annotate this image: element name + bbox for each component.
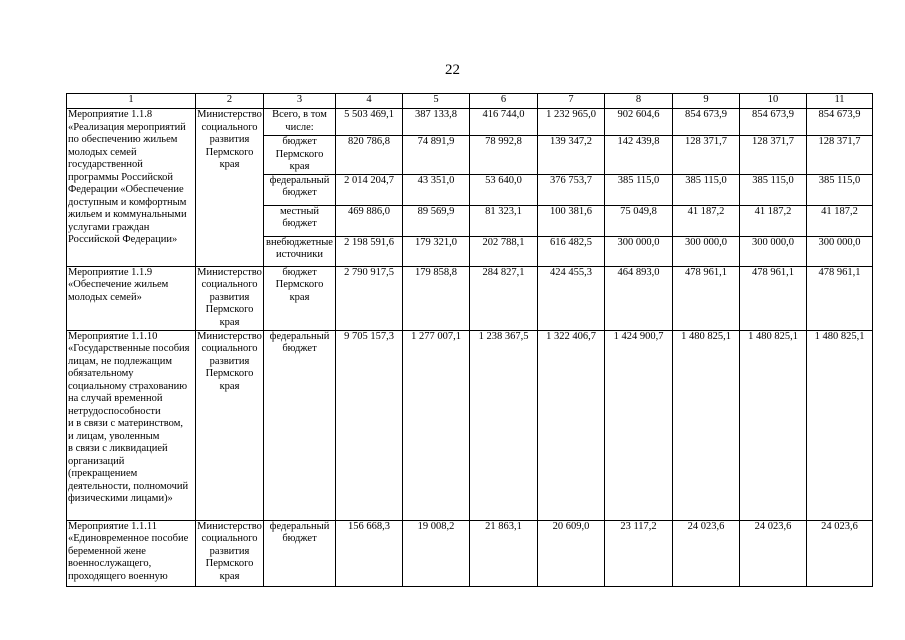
column-header: 7 — [538, 94, 605, 109]
amount-cell: 902 604,6 — [605, 109, 673, 136]
amount-cell: 1 322 406,7 — [538, 330, 605, 520]
measure-description: Мероприятие 1.1.10 «Государственные пособия лицам, не подлежащим обязательному социальному страхованию на случай временной нетрудоспособности и в связи с материнством, и лицам, уволенным в связи с ликвидацией организаций (прекращением деятельности, полномочий физическими лицами)» — [67, 330, 196, 520]
table-row — [67, 109, 873, 136]
amount-cell: 128 371,7 — [673, 136, 740, 175]
table-row — [67, 330, 873, 520]
amount-cell: 179 858,8 — [403, 266, 470, 330]
amount-cell: 2 790 917,5 — [336, 266, 403, 330]
table-row — [67, 266, 873, 330]
amount-cell: 75 049,8 — [605, 205, 673, 236]
budget-table — [66, 93, 873, 587]
amount-cell: 1 232 965,0 — [538, 109, 605, 136]
column-header: 1 — [67, 94, 196, 109]
amount-cell: 478 961,1 — [740, 266, 807, 330]
funding-source: бюджет Пермского края — [264, 136, 336, 175]
amount-cell: 21 863,1 — [470, 520, 538, 586]
column-header: 9 — [673, 94, 740, 109]
amount-cell: 19 008,2 — [403, 520, 470, 586]
column-header: 3 — [264, 94, 336, 109]
responsible-executor: Министерство социального развития Пермского края — [196, 266, 264, 330]
amount-cell: 139 347,2 — [538, 136, 605, 175]
amount-cell: 53 640,0 — [470, 174, 538, 205]
amount-cell: 2 198 591,6 — [336, 236, 403, 266]
amount-cell: 376 753,7 — [538, 174, 605, 205]
amount-cell: 2 014 204,7 — [336, 174, 403, 205]
amount-cell: 385 115,0 — [673, 174, 740, 205]
amount-cell: 284 827,1 — [470, 266, 538, 330]
amount-cell: 24 023,6 — [673, 520, 740, 586]
amount-cell: 387 133,8 — [403, 109, 470, 136]
column-header: 8 — [605, 94, 673, 109]
amount-cell: 128 371,7 — [740, 136, 807, 175]
funding-source: внебюджетные источники — [264, 236, 336, 266]
amount-cell: 1 277 007,1 — [403, 330, 470, 520]
amount-cell: 424 455,3 — [538, 266, 605, 330]
amount-cell: 416 744,0 — [470, 109, 538, 136]
amount-cell: 9 705 157,3 — [336, 330, 403, 520]
amount-cell: 300 000,0 — [605, 236, 673, 266]
amount-cell: 179 321,0 — [403, 236, 470, 266]
amount-cell: 20 609,0 — [538, 520, 605, 586]
amount-cell: 1 480 825,1 — [807, 330, 873, 520]
amount-cell: 820 786,8 — [336, 136, 403, 175]
amount-cell: 81 323,1 — [470, 205, 538, 236]
amount-cell: 100 381,6 — [538, 205, 605, 236]
amount-cell: 78 992,8 — [470, 136, 538, 175]
amount-cell: 202 788,1 — [470, 236, 538, 266]
column-header: 11 — [807, 94, 873, 109]
column-header: 6 — [470, 94, 538, 109]
funding-source: Всего, в том числе: — [264, 109, 336, 136]
amount-cell: 156 668,3 — [336, 520, 403, 586]
funding-source: местный бюджет — [264, 205, 336, 236]
amount-cell: 1 480 825,1 — [673, 330, 740, 520]
column-header: 10 — [740, 94, 807, 109]
amount-cell: 23 117,2 — [605, 520, 673, 586]
amount-cell: 385 115,0 — [807, 174, 873, 205]
header-row — [67, 94, 873, 109]
amount-cell: 300 000,0 — [807, 236, 873, 266]
funding-source: федеральный бюджет — [264, 520, 336, 586]
amount-cell: 41 187,2 — [673, 205, 740, 236]
amount-cell: 41 187,2 — [740, 205, 807, 236]
amount-cell: 24 023,6 — [740, 520, 807, 586]
measure-description: Мероприятие 1.1.11 «Единовременное пособие беременной жене военнослужащего, проходящего военную — [67, 520, 196, 586]
amount-cell: 89 569,9 — [403, 205, 470, 236]
amount-cell: 854 673,9 — [740, 109, 807, 136]
amount-cell: 41 187,2 — [807, 205, 873, 236]
column-header: 4 — [336, 94, 403, 109]
amount-cell: 300 000,0 — [740, 236, 807, 266]
amount-cell: 464 893,0 — [605, 266, 673, 330]
funding-source: бюджет Пермского края — [264, 266, 336, 330]
amount-cell: 5 503 469,1 — [336, 109, 403, 136]
responsible-executor: Министерство социального развития Пермского края — [196, 109, 264, 267]
amount-cell: 1 480 825,1 — [740, 330, 807, 520]
amount-cell: 478 961,1 — [673, 266, 740, 330]
measure-description: Мероприятие 1.1.8 «Реализация мероприятий по обеспечению жильем молодых семей государственной программы Российской Федерации «Обеспечение доступным и комфортным жильем и коммунальными услугами граждан Российской Федерации» — [67, 109, 196, 267]
amount-cell: 43 351,0 — [403, 174, 470, 205]
amount-cell: 616 482,5 — [538, 236, 605, 266]
amount-cell: 142 439,8 — [605, 136, 673, 175]
amount-cell: 1 424 900,7 — [605, 330, 673, 520]
page-number: 22 — [445, 62, 460, 78]
column-header: 5 — [403, 94, 470, 109]
funding-source: федеральный бюджет — [264, 330, 336, 520]
column-header: 2 — [196, 94, 264, 109]
table-row — [67, 520, 873, 586]
responsible-executor: Министерство социального развития Пермского края — [196, 520, 264, 586]
amount-cell: 24 023,6 — [807, 520, 873, 586]
amount-cell: 478 961,1 — [807, 266, 873, 330]
amount-cell: 74 891,9 — [403, 136, 470, 175]
amount-cell: 854 673,9 — [673, 109, 740, 136]
amount-cell: 1 238 367,5 — [470, 330, 538, 520]
amount-cell: 385 115,0 — [605, 174, 673, 205]
measure-description: Мероприятие 1.1.9 «Обеспечение жильем молодых семей» — [67, 266, 196, 330]
amount-cell: 854 673,9 — [807, 109, 873, 136]
amount-cell: 128 371,7 — [807, 136, 873, 175]
amount-cell: 385 115,0 — [740, 174, 807, 205]
responsible-executor: Министерство социального развития Пермского края — [196, 330, 264, 520]
amount-cell: 469 886,0 — [336, 205, 403, 236]
funding-source: федеральный бюджет — [264, 174, 336, 205]
amount-cell: 300 000,0 — [673, 236, 740, 266]
